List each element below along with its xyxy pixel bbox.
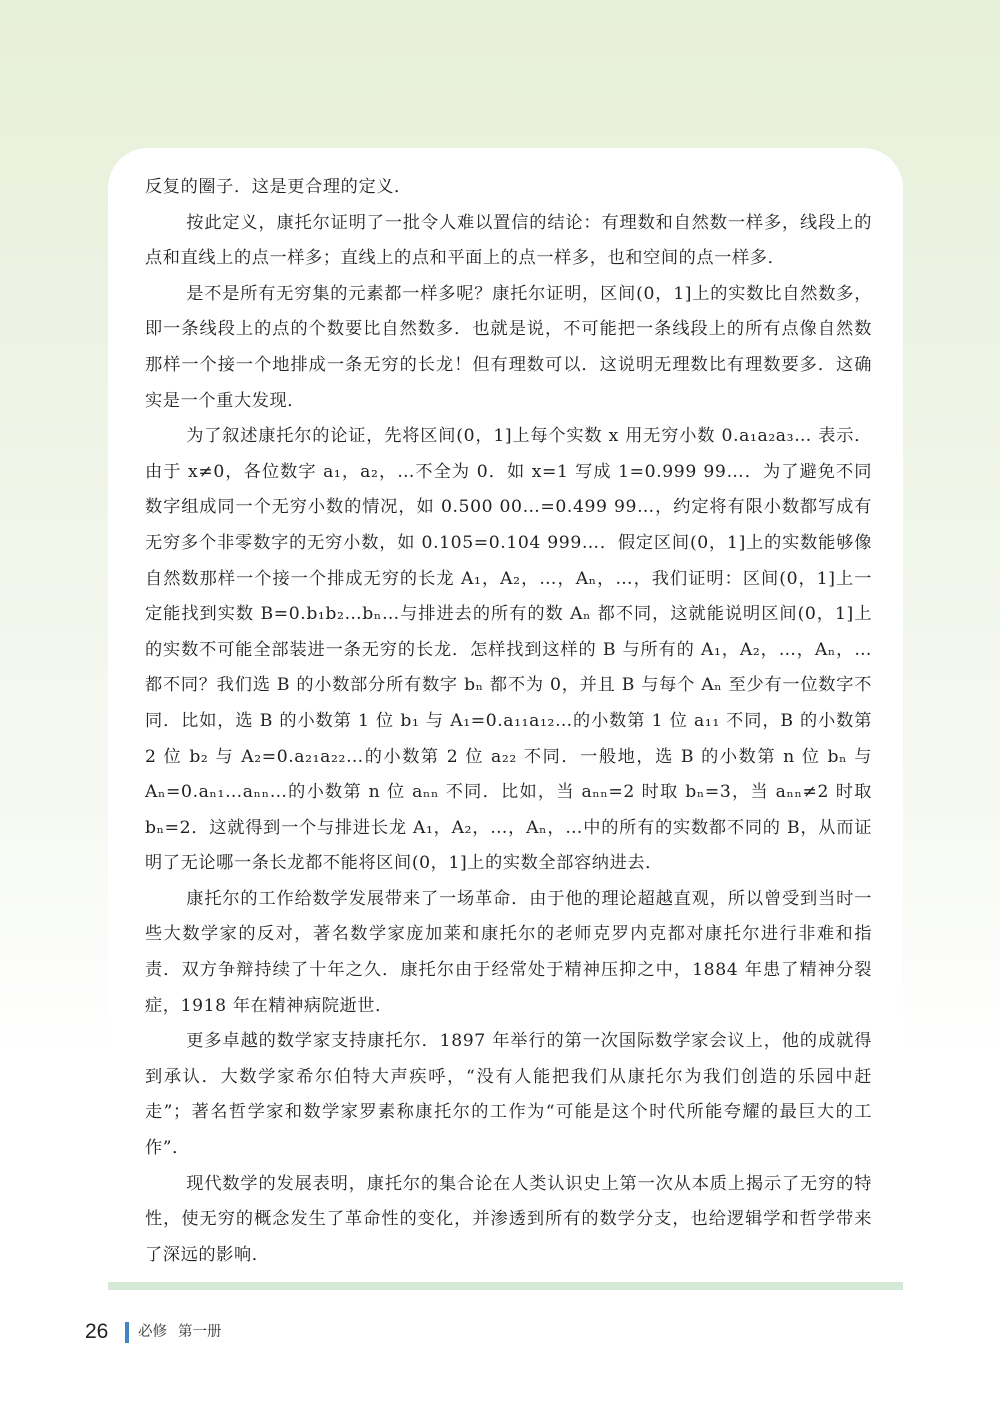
paragraph: 是不是所有无穷集的元素都一样多呢？康托尔证明，区间(0，1]上的实数比自然数多，即一条线段上的点的个数要比自然数多．也就是说，不可能把一条线段上的所有点像自然数那样一个接一个地排成一条无穷的长龙！但有理数可以．这说明无理数比有理数要多．这确实是一个重大发现．: [145, 283, 872, 411]
volume-label: 第一册: [178, 1324, 222, 1340]
paragraph: 按此定义，康托尔证明了一批令人难以置信的结论：有理数和自然数一样多，线段上的点和直线上的点一样多；直线上的点和平面上的点一样多，也和空间的点一样多．: [145, 212, 872, 269]
footer-accent-bar: [125, 1322, 129, 1343]
body-text: [145, 170, 872, 1273]
paragraph: 为了叙述康托尔的论证，先将区间(0，1]上每个实数 x 用无穷小数 0.a₁a₂a₃… 表示．由于 x≠0，各位数字 a₁，a₂，…不全为 0．如 x=1 写成 1=0.999 99…．为了避免不同数字组成同一个无穷小数的情况，如 0.500 00…=0.499 99…，约定将有限小数都写成有无穷多个非零数字的无穷小数，如 0.105=0.104 999…．假定区间(0，1]上的实数能够像自然数那样一个接一个排成无穷的长龙 A₁，A₂，…，Aₙ，…，我们证明：区间(0，1]上一定能找到实数 B=0.b₁b₂…bₙ…与排进去的所有的数 Aₙ 都不同，这就能说明区间(0，1]上的实数不可能全部装进一条无穷的长龙．怎样找到这样的 B 与所有的 A₁，A₂，…，Aₙ，…都不同？我们选 B 的小数部分所有数字 bₙ 都不为 0，并且 B 与每个 Aₙ 至少有一位数字不同．比如，选 B 的小数第 1 位 b₁ 与 A₁=0.a₁₁a₁₂…的小数第 1 位 a₁₁ 不同，B 的小数第 2 位 b₂ 与 A₂=0.a₂₁a₂₂…的小数第 2 位 a₂₂ 不同．一般地，选 B 的小数第 n 位 bₙ 与 Aₙ=0.aₙ₁…aₙₙ…的小数第 n 位 aₙₙ 不同．比如，当 aₙₙ=2 时取 bₙ=3，当 aₙₙ≠2 时取 bₙ=2．这就得到一个与排进长龙 A₁，A₂，…，Aₙ，…中的所有的实数都不同的 B，从而证明了无论哪一条长龙都不能将区间(0，1]上的实数全部容纳进去．: [145, 426, 872, 874]
page-number: 26: [85, 1320, 109, 1343]
paragraph: 康托尔的工作给数学发展带来了一场革命．由于他的理论超越直观，所以曾受到当时一些大数学家的反对，著名数学家庞加莱和康托尔的老师克罗内克都对康托尔进行非难和指责．双方争辩持续了十年之久．康托尔由于经常处于精神压抑之中，1884 年患了精神分裂症，1918 年在精神病院逝世．: [145, 888, 872, 1016]
book-name: 必修: [138, 1324, 167, 1340]
paragraph: 反复的圈子．这是更合理的定义．: [145, 177, 412, 197]
footer-divider: [108, 1282, 903, 1290]
paragraph: 更多卓越的数学家支持康托尔．1897 年举行的第一次国际数学家会议上，他的成就得到承认．大数学家希尔伯特大声疾呼，“没有人能把我们从康托尔为我们创造的乐园中赶走”；著名哲学家和数学家罗素称康托尔的工作为“可能是这个时代所能夸耀的最巨大的工作”．: [145, 1031, 872, 1159]
paragraph: 现代数学的发展表明，康托尔的集合论在人类认识史上第一次从本质上揭示了无穷的特性，使无穷的概念发生了革命性的变化，并渗透到所有的数学分支，也给逻辑学和哲学带来了深远的影响．: [145, 1173, 872, 1265]
